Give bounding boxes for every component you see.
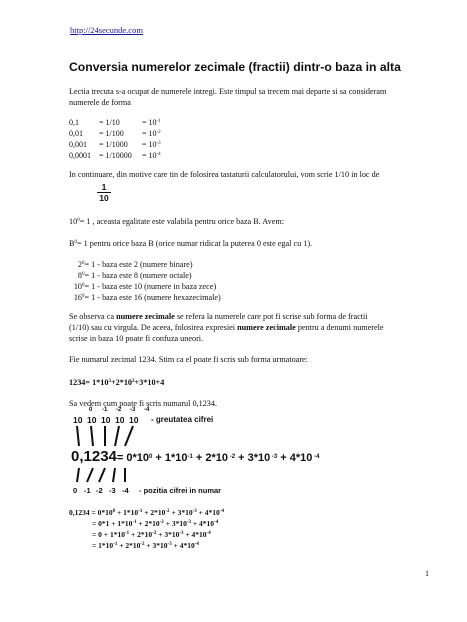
position-label: - pozitia cifrei in numar [139, 486, 222, 495]
table-cell: = $10^{-1}$ [142, 118, 161, 127]
term: + 4*10 [277, 452, 313, 464]
intro-line-1: Lectia trecuta s-a ocupat de numerele intregi. Este timpul sa trecem mai departe si sa consideram [69, 87, 387, 96]
arrow-bottom-3 [113, 468, 115, 482]
vedem-text: Sa vedem cum poate fi scris numarul 0,1234. [69, 399, 218, 408]
big-expansion: $0,1234= 0*10^0 + 1*10^{-1} + 2*10$ $^{-2}$ + 3*10 $^{-3}$ + 4*10 $^{-4}$ [71, 448, 320, 465]
table-col-fractions [99, 117, 132, 161]
ten-3: 10 [115, 415, 125, 425]
fie-text: Fie numarul zecimal 1234. Stim ca el poate fi scris sub forma urmatoare: [69, 355, 308, 364]
table-cell: = $10^{-4}$ [142, 151, 161, 160]
pos-4: -4 [122, 486, 129, 495]
table-cell: = $10^{-2}$ [142, 129, 161, 138]
fraction-denominator: 10 [99, 193, 109, 203]
table-col-decimals [69, 117, 91, 161]
derivation-line-4: = $1*10^{-1} + 2*10^{-2} + 3*10^{-3} + 4*10^{-4}$ [92, 541, 199, 550]
intro-line-2: numerele de forma [69, 98, 131, 107]
table-cell: 0,01 [69, 129, 83, 138]
decomposition-figure [69, 407, 399, 499]
page-number: 1 [425, 569, 429, 578]
table-cell: 0,1 [69, 118, 79, 127]
arrow-bottom-1 [87, 468, 93, 482]
derivation-line-3: = $0 + 1*10^{-1} + 2*10^{-2} + 3*10^{-3} + 4*10^{-4}$ [92, 530, 211, 539]
exp-4: -4 [144, 407, 150, 413]
equation-1234: $1234= 1*10^3+2*10^2+3*10+4$ [69, 378, 165, 387]
arrow-bottom-0 [77, 468, 79, 482]
derivation-line-2: = $0*1 + 1*10^{-1} + 2*10^{-2} + 3*10^{-3} + 4*10^{-4}$ [92, 519, 219, 528]
paragraph-zecimale-1: Se observa ca numere zecimale se refera la numerele care pot fi scrise sub forma de fractii [69, 312, 368, 321]
exp-1: -1 [102, 407, 108, 413]
term: + 3*10 [235, 452, 271, 464]
term: = 0*10 [116, 452, 150, 464]
base-list [72, 259, 221, 303]
exp-3: -3 [130, 407, 136, 413]
table-cell: = $10^{-3}$ [142, 140, 161, 149]
term: + 1*10 [152, 452, 188, 464]
zero-power-line: $10^0= 1$ , aceasta egalitate este valabila pentru orice baza B. Avem: [69, 217, 284, 226]
table-cell: = 1/10000 [99, 151, 132, 160]
arrow-top-4 [125, 426, 133, 446]
table-cell: = 1/100 [99, 129, 124, 138]
list-item: $8^0= 1$ - baza este 8 (numere octale) [77, 271, 192, 280]
table-cell: = 1/1000 [99, 140, 128, 149]
weight-label: - greutatea cifrei [151, 415, 214, 424]
big-number: 0,1234 [71, 448, 117, 465]
list-item: $10^0= 1$ - baza este 10 (numere in baza zece) [73, 282, 217, 291]
pos-3: -3 [109, 486, 116, 495]
list-item: $2^0= 1$ - baza este 2 (numere binare) [77, 260, 193, 269]
table-cell: 0,0001 [69, 151, 91, 160]
ten-1: 10 [87, 415, 97, 425]
ten-4: 10 [129, 415, 139, 425]
b-power-line: $B^0= 1$ pentru orice baza B (orice numar ridicat la puterea 0 este egal cu 1). [69, 239, 313, 248]
pos-2: -2 [96, 486, 103, 495]
ten-0: 10 [73, 415, 83, 425]
arrow-top-0 [77, 426, 79, 446]
pos-0: 0 [73, 486, 78, 495]
arrow-bottom-2 [99, 468, 105, 482]
table-cell: = 1/10 [99, 118, 120, 127]
source-link[interactable]: http://24secunde.com [70, 25, 143, 35]
page-title: Conversia numerelor zecimale (fractii) dintr-o baza in alta [69, 60, 401, 74]
paragraph-zecimale-2: (1/10) sau cu virgula. De aceea, folosirea expresiei numere zecimale pentru a denumi numerele [69, 323, 384, 332]
table-cell: 0,001 [69, 140, 87, 149]
fraction-numerator: 1 [97, 182, 111, 193]
exp-2: -2 [116, 407, 122, 413]
derivation-line-1: $0,1234 = 0*10^0 + 1*10^{-1} + 2*10^{-2} + 3*10^{-3} + 4*10^{-4}$ [69, 508, 224, 517]
ten-2: 10 [101, 415, 111, 425]
table-col-powers [142, 117, 161, 161]
arrow-top-1 [91, 426, 93, 446]
paragraph-zecimale-3: scrise in baza 10 poate fi confuza uneori. [69, 334, 204, 343]
pos-1: -1 [84, 486, 91, 495]
continuare-text: In continuare, din motive care tin de folosirea tastaturii calculatorului, vom scrie 1/10 in loc de [69, 170, 380, 179]
fraction-one-tenth [97, 182, 111, 203]
term: + 2*10 [192, 452, 229, 464]
list-item: $16^0= 1$ - baza este 16 (numere hexazecimale) [73, 293, 221, 302]
exp-0: 0 [89, 407, 93, 413]
arrow-top-3 [115, 426, 119, 446]
